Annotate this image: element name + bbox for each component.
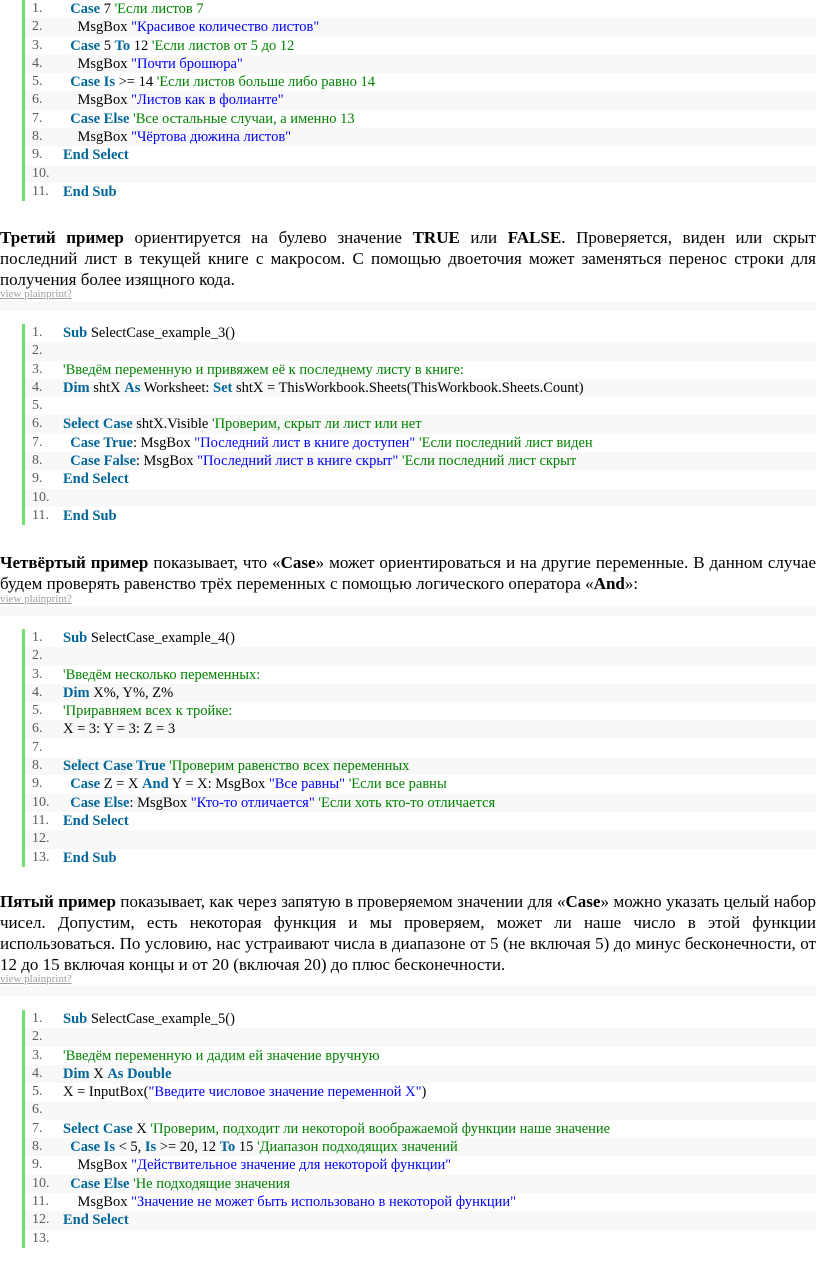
code-token: MsgBox	[63, 1193, 132, 1210]
code-keyword: As Double	[107, 1065, 172, 1082]
line-number: 6.	[32, 92, 43, 108]
code-token: X = InputBox(	[63, 1084, 149, 1101]
code-line	[25, 1138, 816, 1156]
code-comment: 'Приравняем всех к тройке:	[63, 703, 233, 720]
code-string: "Чёртова дюжина листов"	[131, 129, 292, 146]
code-text	[63, 1047, 380, 1065]
code-token: < 5,	[114, 1139, 145, 1156]
code-token: Y = X: MsgBox	[168, 776, 269, 793]
code-keyword: Case Else	[70, 110, 130, 127]
code-toolbar	[0, 606, 816, 616]
code-text	[63, 629, 235, 647]
code-text	[63, 146, 129, 164]
code-text	[63, 55, 243, 73]
code-comment: 'Проверим, скрыт ли лист или нет	[211, 416, 422, 433]
line-number: 11.	[32, 1193, 49, 1209]
code-line	[25, 849, 816, 867]
line-number: 9.	[32, 776, 43, 792]
code-token: 5	[100, 37, 115, 54]
code-block-example-3	[22, 324, 816, 525]
line-number: 6.	[32, 416, 43, 432]
code-text	[63, 379, 584, 397]
code-token: MsgBox	[63, 19, 132, 36]
code-comment: 'Если листов от 5 до 12	[151, 37, 295, 54]
code-token: )	[421, 1084, 427, 1101]
code-line	[25, 812, 816, 830]
code-line	[25, 629, 816, 647]
code-keyword: Select Case	[63, 416, 133, 433]
code-token: : MsgBox	[132, 434, 195, 451]
line-number: 1.	[32, 630, 43, 645]
code-comment: 'Если последний лист виден	[418, 434, 593, 451]
view-plainprint-row-4	[0, 593, 816, 607]
line-number: 3.	[32, 361, 43, 377]
paragraph-example-5: Пятый пример показывает, как через запятую в проверяемом значении для «Case» можно указать целый набор чисел. Допустим, есть некоторая функция и мы проверяем, может ли наше число в этой функции использоваться. По условию, нас устраивают числа в диапазоне от 5 (не включая 5) до минус бесконечности, от 12 до 15 включая концы и от 20 (включая 20) до плюс бесконечности.	[0, 892, 816, 974]
code-line	[25, 146, 816, 164]
code-text	[63, 452, 576, 470]
code-string: "Кто-то отличается"	[190, 794, 315, 811]
code-block-example-5	[22, 1010, 816, 1248]
code-comment: 'Не подходящие значения	[133, 1175, 291, 1192]
code-text	[63, 73, 375, 91]
code-line	[25, 55, 816, 73]
code-keyword: End Sub	[63, 183, 117, 200]
code-token: Z = X	[100, 776, 143, 793]
code-text	[63, 128, 291, 146]
code-line	[25, 489, 816, 507]
code-keyword: Set	[213, 379, 233, 396]
code-comment: 'Если листов 7	[114, 1, 204, 17]
code-text	[63, 415, 422, 433]
view-plainprint-row-3	[0, 288, 816, 302]
code-line	[25, 1175, 816, 1193]
code-keyword: Case	[70, 37, 101, 54]
code-text	[63, 434, 593, 452]
line-number: 3.	[32, 666, 43, 682]
code-keyword: End Select	[63, 1212, 129, 1229]
code-text	[63, 775, 447, 793]
code-block-example-4	[22, 629, 816, 867]
code-keyword: To	[114, 37, 131, 54]
code-line	[25, 666, 816, 684]
line-number: 12.	[32, 831, 50, 847]
code-token: shtX = ThisWorkbook.Sheets(ThisWorkbook.Sheets.Count)	[232, 379, 584, 396]
line-number: 13.	[32, 849, 50, 865]
line-number: 4.	[32, 684, 43, 700]
line-number: 11.	[32, 183, 49, 199]
code-line	[25, 18, 816, 36]
code-token: X	[89, 1065, 108, 1082]
code-comment: 'Если листов больше либо равно 14	[156, 74, 375, 91]
code-comment: 'Все остальные случаи, а именно 13	[133, 110, 355, 127]
code-string: "Последний лист в книге доступен"	[194, 434, 416, 451]
code-comment: 'Проверим равенство всех переменных	[169, 758, 410, 775]
code-keyword: Sub	[63, 325, 88, 341]
code-line	[25, 1028, 816, 1046]
code-line	[25, 470, 816, 488]
line-number: 5.	[32, 1084, 43, 1100]
code-text	[63, 183, 117, 201]
code-line	[25, 1230, 816, 1248]
code-text	[63, 1175, 290, 1193]
code-line	[25, 830, 816, 848]
code-line	[25, 397, 816, 415]
code-keyword: Case Else	[70, 1175, 130, 1192]
code-string: "Действительное значение для некоторой функции"	[131, 1157, 452, 1174]
code-comment: 'Введём несколько переменных:	[63, 666, 261, 683]
code-line	[25, 507, 816, 525]
code-line	[25, 794, 816, 812]
code-token: X = 3: Y = 3: Z = 3	[63, 721, 176, 738]
code-keyword: And	[142, 776, 169, 793]
code-text	[63, 757, 409, 775]
code-comment: 'Если последний лист скрыт	[401, 453, 577, 470]
code-comment: 'Если хоть кто-то отличается	[318, 794, 496, 811]
code-keyword: Case True	[70, 434, 133, 451]
line-number: 2.	[32, 1029, 43, 1045]
code-block-example-2-tail	[22, 0, 816, 201]
line-number: 4.	[32, 1065, 43, 1081]
line-number: 7.	[32, 110, 43, 126]
paragraph-example-3: Третий пример ориентируется на булево значение TRUE или FALSE. Проверяется, виден или скрыт последний лист в текущей книге с макросом. С помощью двоеточия может заменяться перенос строки для получения более изящного кода.	[0, 228, 816, 289]
code-token: X%, Y%, Z%	[89, 684, 174, 701]
code-line	[25, 91, 816, 109]
code-line	[25, 647, 816, 665]
line-number: 12.	[32, 1212, 50, 1228]
line-number: 10.	[32, 1175, 50, 1191]
line-number: 1.	[32, 1, 43, 16]
line-number: 11.	[32, 812, 49, 828]
code-line	[25, 702, 816, 720]
code-text	[63, 110, 355, 128]
code-toolbar	[0, 301, 816, 311]
line-number: 2.	[32, 648, 43, 664]
code-line	[25, 0, 816, 18]
code-line	[25, 684, 816, 702]
code-token: SelectCase_example_3()	[87, 325, 235, 341]
code-line	[25, 1101, 816, 1119]
code-text	[63, 91, 284, 109]
line-number: 2.	[32, 19, 43, 35]
code-text	[63, 324, 235, 342]
code-comment: 'Введём переменную и дадим ей значение вручную	[63, 1047, 380, 1064]
code-text	[63, 1120, 610, 1138]
code-line	[25, 739, 816, 757]
code-line	[25, 1083, 816, 1101]
code-token: 7	[100, 1, 115, 17]
code-text	[63, 666, 260, 684]
view-plainprint-link[interactable]: view plainprint?	[0, 288, 72, 300]
line-number: 8.	[32, 453, 43, 469]
view-plainprint-row-5	[0, 973, 816, 987]
code-keyword: Case Else	[70, 794, 130, 811]
line-number: 9.	[32, 147, 43, 163]
code-keyword: Sub	[63, 1011, 88, 1027]
code-string: "Красивое количество листов"	[131, 19, 320, 36]
code-line	[25, 361, 816, 379]
code-line	[25, 342, 816, 360]
code-line	[25, 434, 816, 452]
code-token: SelectCase_example_5()	[87, 1011, 235, 1027]
code-keyword: As	[124, 379, 141, 396]
code-comment: 'Введём переменную и привяжем её к последнему листу в книге:	[63, 361, 464, 378]
code-line	[25, 1156, 816, 1174]
code-keyword: Dim	[63, 379, 90, 396]
code-keyword: Sub	[63, 630, 88, 646]
line-number: 10.	[32, 165, 50, 181]
code-line	[25, 37, 816, 55]
code-keyword: Dim	[63, 684, 90, 701]
code-token: 12	[130, 37, 152, 54]
code-keyword: Case Is	[70, 1139, 115, 1156]
code-text	[63, 18, 319, 36]
code-token: MsgBox	[63, 92, 132, 109]
line-number: 13.	[32, 1230, 50, 1246]
code-line	[25, 183, 816, 201]
code-token: >= 20, 12	[156, 1139, 220, 1156]
code-text	[63, 1010, 235, 1028]
code-token: shtX	[89, 379, 125, 396]
code-text	[63, 702, 232, 720]
code-line	[25, 324, 816, 342]
code-comment: 'Если все равны	[348, 776, 447, 793]
code-string: "Все равны"	[268, 776, 346, 793]
code-keyword: End Select	[63, 812, 129, 829]
code-line	[25, 1193, 816, 1211]
line-number: 3.	[32, 37, 43, 53]
line-number: 9.	[32, 1157, 43, 1173]
code-line	[25, 775, 816, 793]
code-line	[25, 720, 816, 738]
code-keyword: Case Is	[70, 74, 115, 91]
code-keyword: End Select	[63, 147, 129, 164]
code-token: MsgBox	[63, 1157, 132, 1174]
code-string: "Листов как в фолианте"	[131, 92, 284, 109]
code-token: MsgBox	[63, 129, 132, 146]
code-comment: 'Проверим, подходит ли некоторой воображаемой функции наше значение	[150, 1120, 611, 1137]
paragraph-example-4: Четвёртый пример показывает, что «Case» может ориентироваться и на другие переменные. В данном случае будем проверять равенство трёх переменных с помощью логического оператора «And»:	[0, 553, 816, 593]
code-text	[63, 0, 204, 18]
code-keyword: Case	[70, 776, 101, 793]
code-text	[63, 1156, 451, 1174]
line-number: 8.	[32, 758, 43, 774]
code-line	[25, 165, 816, 183]
code-keyword: To	[219, 1139, 236, 1156]
code-keyword: Select Case True	[63, 758, 166, 775]
line-number: 10.	[32, 794, 50, 810]
code-token: X	[132, 1120, 151, 1137]
view-plainprint-link[interactable]: view plainprint?	[0, 593, 72, 605]
code-line	[25, 1120, 816, 1138]
line-number: 11.	[32, 507, 49, 523]
code-line	[25, 452, 816, 470]
code-token: shtX.Visible	[132, 416, 212, 433]
code-comment: 'Диапазон подходящих значений	[257, 1139, 458, 1156]
code-text	[63, 1083, 426, 1101]
code-text	[63, 684, 173, 702]
code-line	[25, 1065, 816, 1083]
code-token: : MsgBox	[135, 453, 198, 470]
line-number: 5.	[32, 398, 43, 414]
line-number: 6.	[32, 721, 43, 737]
line-number: 5.	[32, 703, 43, 719]
code-toolbar	[0, 986, 816, 996]
code-keyword: Is	[144, 1139, 157, 1156]
code-text	[63, 1193, 516, 1211]
code-string: "Значение не может быть использовано в некоторой функции"	[131, 1193, 517, 1210]
line-number: 6.	[32, 1102, 43, 1118]
code-string: "Последний лист в книге скрыт"	[197, 453, 399, 470]
code-keyword: Select Case	[63, 1120, 133, 1137]
code-keyword: Case False	[70, 453, 136, 470]
code-token: 15	[235, 1139, 258, 1156]
code-keyword: Case	[70, 1, 101, 17]
example-4-title: Четвёртый пример	[0, 553, 149, 572]
code-text	[63, 37, 294, 55]
code-token: Worksheet:	[140, 379, 214, 396]
code-line	[25, 1047, 816, 1065]
code-token: >= 14	[114, 74, 157, 91]
code-text	[63, 470, 129, 488]
code-text	[63, 812, 129, 830]
code-line	[25, 1010, 816, 1028]
code-text	[63, 794, 495, 812]
code-keyword: End Sub	[63, 849, 117, 866]
line-number: 2.	[32, 343, 43, 359]
code-line	[25, 110, 816, 128]
code-text	[63, 507, 117, 525]
line-number: 7.	[32, 1120, 43, 1136]
code-line	[25, 415, 816, 433]
code-line	[25, 1211, 816, 1229]
line-number: 3.	[32, 1047, 43, 1063]
code-text	[63, 1211, 129, 1229]
code-string: "Введите числовое значение переменной X"	[148, 1084, 422, 1101]
code-text	[63, 1065, 171, 1083]
code-token: MsgBox	[63, 55, 132, 72]
example-5-title: Пятый пример	[0, 892, 116, 911]
line-number: 8.	[32, 1139, 43, 1155]
view-plainprint-link[interactable]: view plainprint?	[0, 973, 72, 985]
code-line	[25, 73, 816, 91]
line-number: 1.	[32, 1011, 43, 1026]
code-text	[63, 849, 117, 867]
example-3-title: Третий пример	[0, 228, 124, 247]
line-number: 4.	[32, 379, 43, 395]
code-line	[25, 128, 816, 146]
code-keyword: End Select	[63, 471, 129, 488]
code-text	[63, 720, 175, 738]
line-number: 7.	[32, 739, 43, 755]
line-number: 5.	[32, 74, 43, 90]
code-line	[25, 757, 816, 775]
code-text	[63, 361, 464, 379]
code-text	[63, 1138, 458, 1156]
code-token: SelectCase_example_4()	[87, 630, 235, 646]
line-number: 1.	[32, 325, 43, 340]
line-number: 8.	[32, 129, 43, 145]
line-number: 9.	[32, 471, 43, 487]
line-number: 4.	[32, 55, 43, 71]
line-number: 10.	[32, 489, 50, 505]
code-string: "Почти брошюра"	[131, 55, 243, 72]
code-keyword: Dim	[63, 1065, 90, 1082]
line-number: 7.	[32, 434, 43, 450]
code-line	[25, 379, 816, 397]
code-token: : MsgBox	[129, 794, 191, 811]
code-keyword: End Sub	[63, 507, 117, 524]
